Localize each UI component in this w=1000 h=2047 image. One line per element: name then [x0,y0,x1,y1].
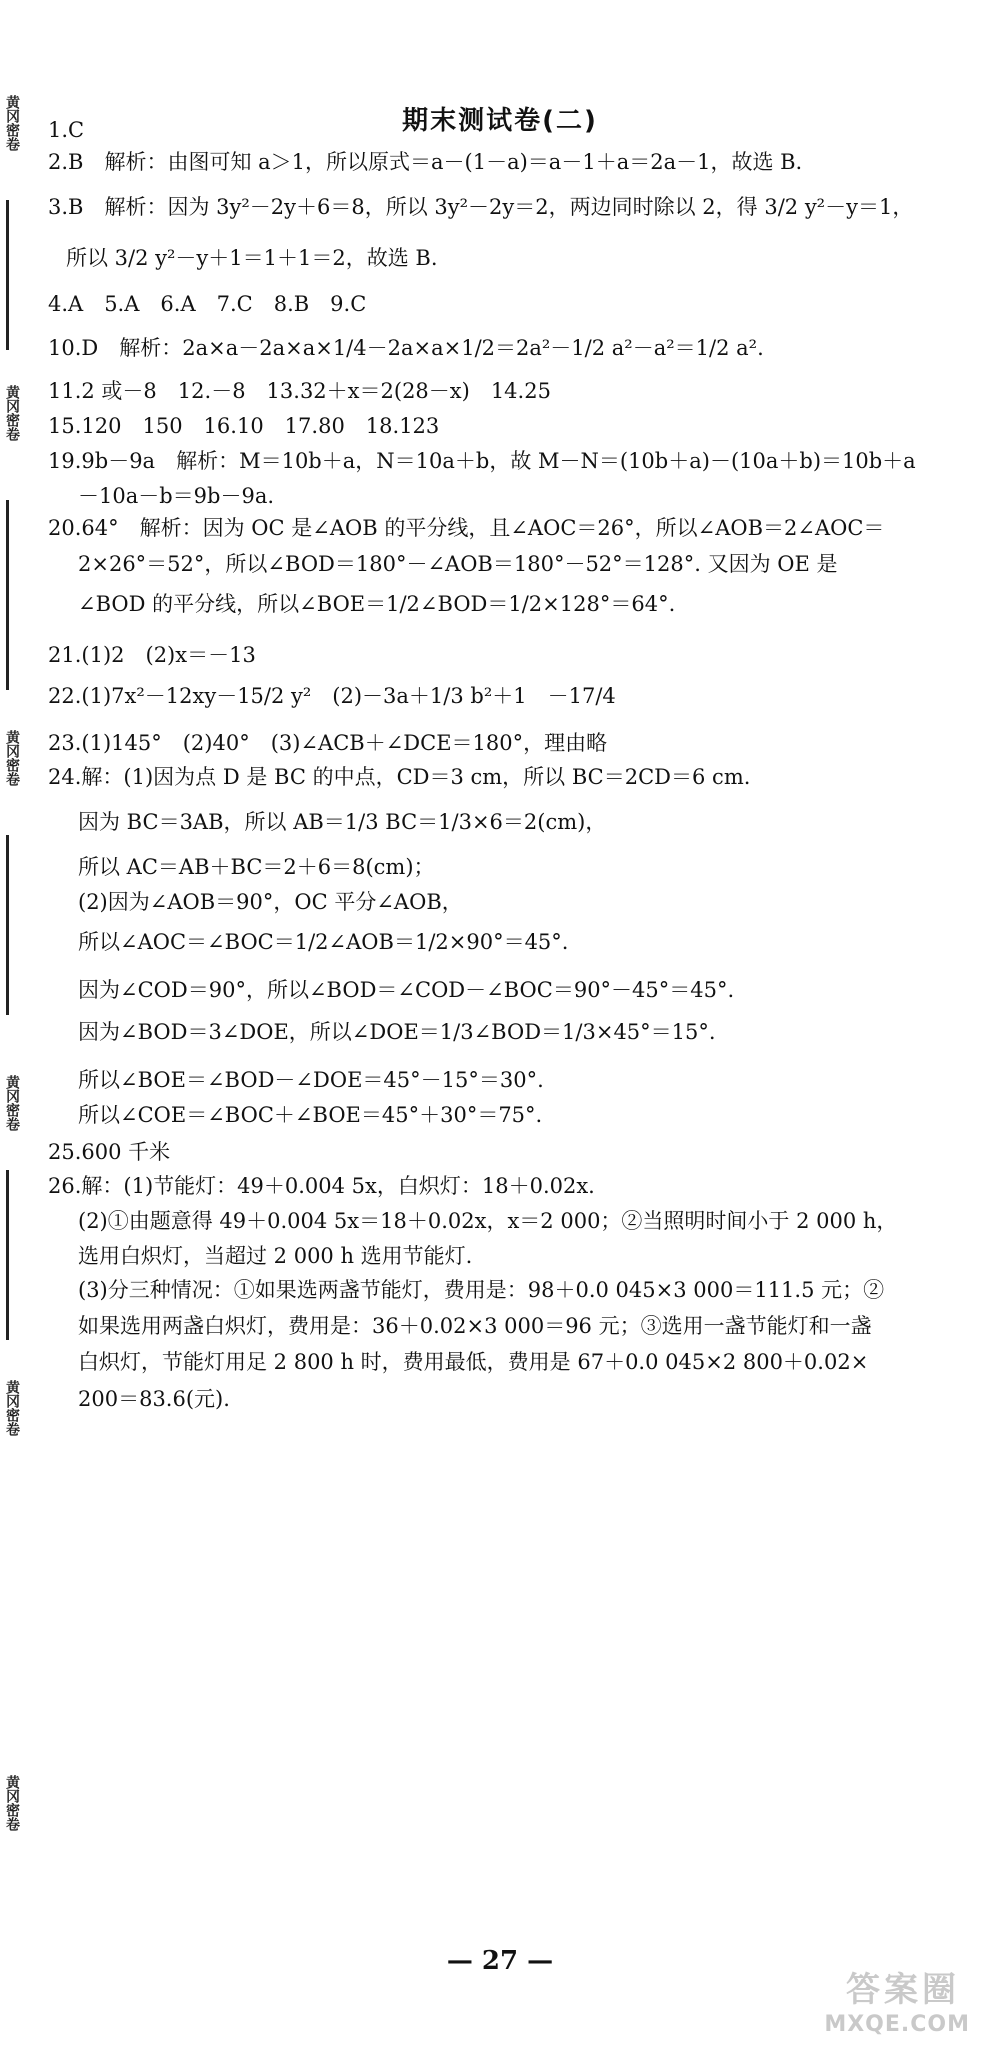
spine-divider [6,200,9,350]
answer-line: 选用白炽灯，当超过 2 000 h 选用节能灯. [78,1244,473,1268]
answer-line: 200＝83.6(元). [78,1387,230,1411]
answer-line: 所以∠BOE＝∠BOD－∠DOE＝45°－15°＝30°. [78,1068,544,1092]
answer-line: 24.解：(1)因为点 D 是 BC 的中点，CD＝3 cm，所以 BC＝2CD＝6 cm. [48,765,751,789]
answer-line: 因为∠BOD＝3∠DOE，所以∠DOE＝1/3∠BOD＝1/3×45°＝15°. [78,1020,716,1044]
answer-line: 26.解：(1)节能灯：49＋0.004 5x，白炽灯：18＋0.02x. [48,1174,595,1198]
answer-line: 21.(1)2 (2)x＝－13 [48,643,256,667]
answer-line: 20.64° 解析：因为 OC 是∠AOB 的平分线，且∠AOC＝26°，所以∠AOB＝2∠AOC＝ [48,516,885,540]
spine-label: 黄冈密卷 [4,385,20,441]
answer-line: 2×26°＝52°，所以∠BOD＝180°－∠AOB＝180°－52°＝128°. 又因为 OE 是 [78,552,838,576]
answer-line: 25.600 千米 [48,1140,171,1164]
answer-line: (2)因为∠AOB＝90°，OC 平分∠AOB， [78,890,463,914]
page-title: 期末测试卷(二) [402,106,598,136]
answer-line: 11.2 或－8 12.－8 13.32＋x＝2(28－x) 14.25 [48,379,551,403]
answer-line: 因为 BC＝3AB，所以 AB＝1/3 BC＝1/3×6＝2(cm)， [78,810,607,834]
answer-line: －10a－b＝9b－9a. [78,484,275,508]
answer-line: 3.B 解析：因为 3y²－2y＋6＝8，所以 3y²－2y＝2，两边同时除以 2，得 3/2 y²－y＝1， [48,195,914,219]
page-number: — 27 — [446,1946,554,1976]
spine-label: 黄冈密卷 [4,1380,20,1436]
watermark-text: 答案圈 [846,1970,960,2010]
spine-label: 黄冈密卷 [4,1075,20,1131]
answer-line: 2.B 解析：由图可知 a＞1，所以原式＝a－(1－a)＝a－1＋a＝2a－1，故选 B. [48,150,803,174]
spine-divider [6,835,9,1015]
answer-line: 所以 AC＝AB＋BC＝2＋6＝8(cm)； [78,855,435,879]
spine-divider [6,1170,9,1340]
answer-line: 所以∠COE＝∠BOC＋∠BOE＝45°＋30°＝75°. [78,1103,543,1127]
spine-label: 黄冈密卷 [4,95,20,151]
answer-line: (2)①由题意得 49＋0.004 5x＝18＋0.02x，x＝2 000；②当照明时间小于 2 000 h， [78,1209,898,1233]
answer-line: (3)分三种情况：①如果选两盏节能灯，费用是：98＋0.0 045×3 000＝111.5 元；② [78,1278,885,1302]
answer-line: 15.120 150 16.10 17.80 18.123 [48,414,440,438]
spine-label: 黄冈密卷 [4,730,20,786]
answer-line: ∠BOD 的平分线，所以∠BOE＝1/2∠BOD＝1/2×128°＝64°. [78,592,676,616]
answer-line: 22.(1)7x²－12xy－15/2 y² (2)－3a＋1/3 b²＋1 －17/4 [48,684,616,708]
answer-line: 如果选用两盏白炽灯，费用是：36＋0.02×3 000＝96 元；③选用一盏节能灯和一盏 [78,1314,872,1338]
answer-line: 4.A 5.A 6.A 7.C 8.B 9.C [48,292,367,316]
answer-line: 因为∠COD＝90°，所以∠BOD＝∠COD－∠BOC＝90°－45°＝45°. [78,978,735,1002]
answer-line: 所以∠AOC＝∠BOC＝1/2∠AOB＝1/2×90°＝45°. [78,930,569,954]
watermark-url: MXQE.COM [824,2012,970,2037]
answer-line: 23.(1)145° (2)40° (3)∠ACB＋∠DCE＝180°，理由略 [48,731,608,755]
spine-divider [6,500,9,690]
answer-line: 1.C [48,118,85,142]
answer-line: 19.9b－9a 解析：M＝10b＋a，N＝10a＋b，故 M－N＝(10b＋a)－(10a＋b)＝10b＋a [48,449,916,473]
spine-label: 黄冈密卷 [4,1775,20,1831]
answer-line: 所以 3/2 y²－y＋1＝1＋1＝2，故选 B. [66,246,438,270]
answer-line: 10.D 解析：2a×a－2a×a×1/4－2a×a×1/2＝2a²－1/2 a²－a²＝1/2 a². [48,336,764,360]
answer-line: 白炽灯，节能灯用足 2 800 h 时，费用最低，费用是 67＋0.0 045×2 800＋0.02× [78,1350,869,1374]
watermark [800,1962,970,2037]
